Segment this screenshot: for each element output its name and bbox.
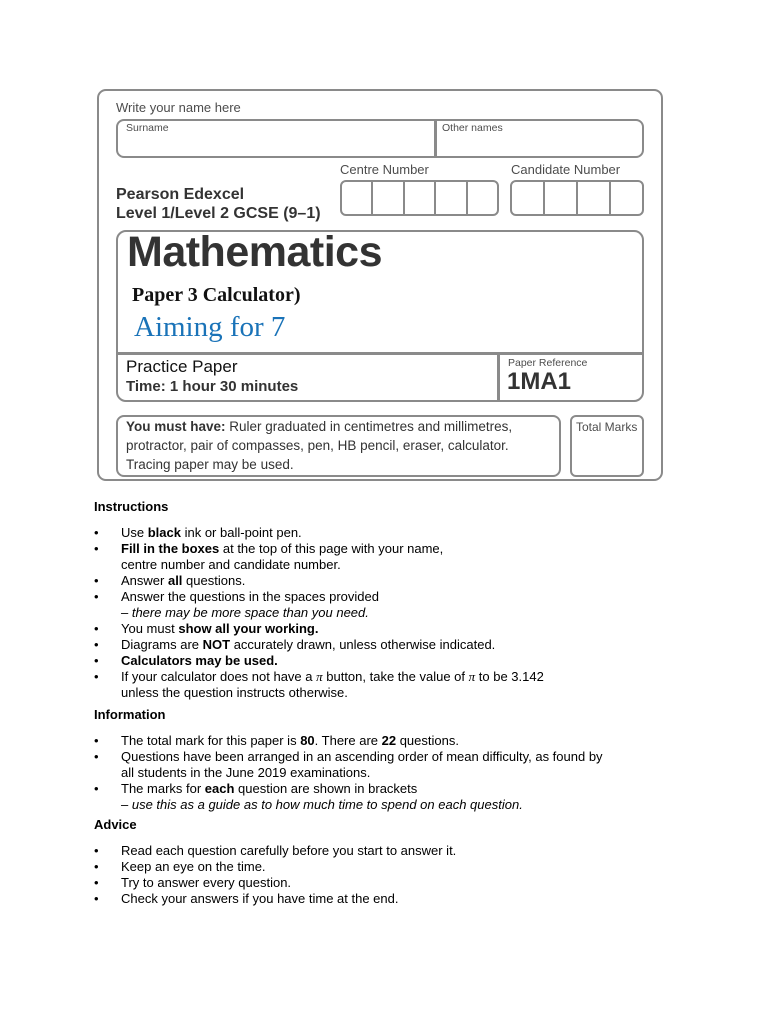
paper-reference-value: 1MA1 <box>507 368 572 395</box>
subject-title: Mathematics <box>127 228 382 276</box>
list-item: • Use black ink or ball-point pen. <box>94 525 674 541</box>
instructions-section <box>94 499 674 701</box>
title-box-divider <box>116 352 644 355</box>
list-item: • Read each question carefully before you start to answer it. <box>94 843 674 859</box>
digit-box <box>342 182 373 214</box>
list-item: • Check your answers if you have time at the end. <box>94 891 674 907</box>
instructions-heading: Instructions <box>94 499 169 514</box>
digit-box <box>468 182 497 214</box>
must-have-text <box>126 417 556 474</box>
list-item: • The marks for each question are shown in brackets – use this as a guide as to how much time to spend on each question. <box>94 781 674 813</box>
list-item: • You must show all your working. <box>94 621 674 637</box>
name-box <box>116 119 644 158</box>
information-section <box>94 707 674 813</box>
list-item: • If your calculator does not have a π button, take the value of π to be 3.142 unless the question instructs otherwise. <box>94 669 674 701</box>
list-item: • Answer all questions. <box>94 573 674 589</box>
board-level: Level 1/Level 2 GCSE (9–1) <box>116 205 321 222</box>
centre-number-boxes <box>340 180 499 216</box>
exam-board <box>116 185 321 223</box>
list-item: • Keep an eye on the time. <box>94 859 674 875</box>
list-item: • Calculators may be used. <box>94 653 674 669</box>
digit-box <box>578 182 611 214</box>
candidate-number-boxes <box>510 180 644 216</box>
advice-section <box>94 817 674 907</box>
list-item: • Diagrams are NOT accurately drawn, unless otherwise indicated. <box>94 637 674 653</box>
paper-title: Paper 3 Calculator) <box>132 284 301 306</box>
surname-label: Surname <box>126 122 169 134</box>
write-name-label: Write your name here <box>116 100 241 115</box>
time-label: Time: 1 hour 30 minutes <box>126 378 299 395</box>
advice-heading: Advice <box>94 817 137 832</box>
name-divider <box>434 119 437 158</box>
digit-box <box>436 182 467 214</box>
reference-divider <box>497 352 500 402</box>
total-marks-label: Total Marks <box>576 420 638 434</box>
list-item: • Fill in the boxes at the top of this page with your name, centre number and candidate number. <box>94 541 674 573</box>
information-heading: Information <box>94 707 166 722</box>
practice-paper-label: Practice Paper <box>126 357 238 376</box>
list-item: • The total mark for this paper is 80. There are 22 questions. <box>94 733 674 749</box>
must-have-label: You must have: <box>126 419 226 434</box>
candidate-number-label: Candidate Number <box>511 162 621 177</box>
digit-box <box>611 182 642 214</box>
digit-box <box>512 182 545 214</box>
digit-box <box>405 182 436 214</box>
must-have-items: Ruler graduated in centimetres and millimetres, protractor, pair of compasses, pen, HB pencil, eraser, calculator. Tracing paper may be used. <box>126 419 513 472</box>
paper-reference-label: Paper Reference <box>508 357 588 369</box>
list-item: • Answer the questions in the spaces provided – there may be more space than you need. <box>94 589 674 621</box>
centre-number-label: Centre Number <box>340 162 429 177</box>
other-names-label: Other names <box>442 122 503 134</box>
aiming-label: Aiming for 7 <box>134 311 286 343</box>
board-name: Pearson Edexcel <box>116 186 245 203</box>
list-item: • Try to answer every question. <box>94 875 674 891</box>
digit-box <box>545 182 578 214</box>
digit-box <box>373 182 404 214</box>
list-item: • Questions have been arranged in an ascending order of mean difficulty, as found by all students in the June 2019 examinations. <box>94 749 674 781</box>
